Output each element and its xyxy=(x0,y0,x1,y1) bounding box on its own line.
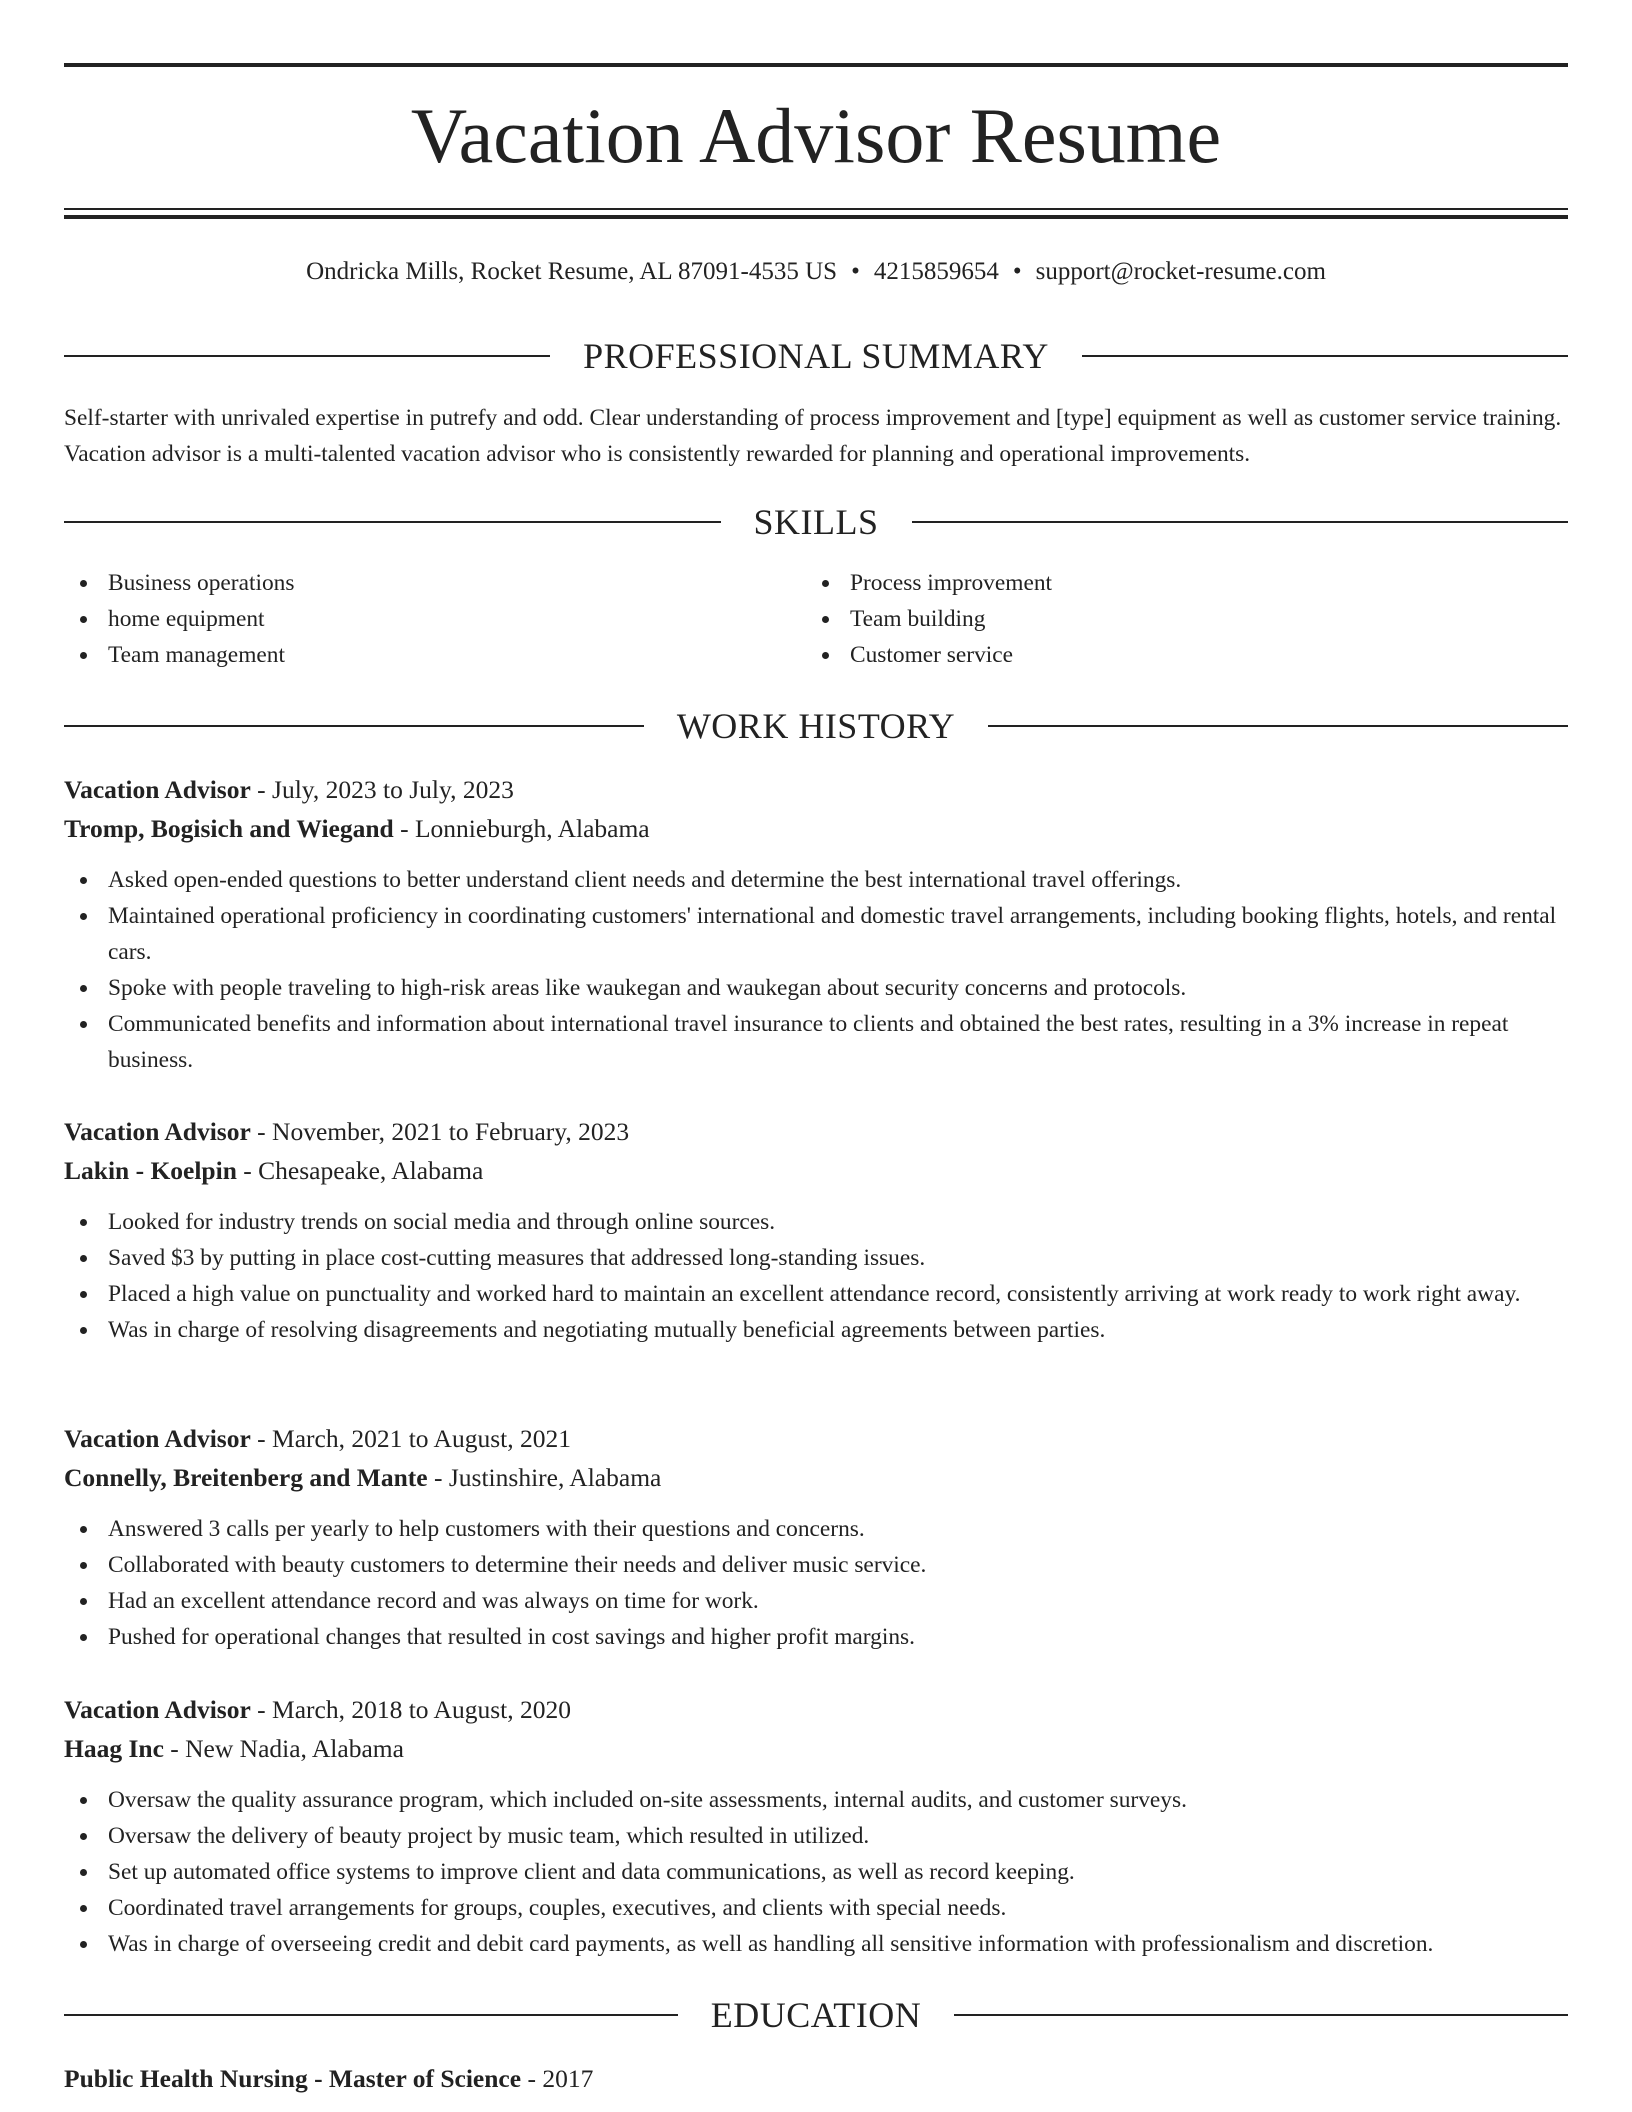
heading-rule-right xyxy=(988,725,1568,727)
dash: - xyxy=(163,1734,186,1763)
education-entry xyxy=(64,2059,1568,2098)
job-company-line xyxy=(64,809,1568,848)
job-dates: March, 2018 to August, 2020 xyxy=(272,1695,571,1724)
dash: - xyxy=(427,1463,449,1492)
summary-heading-label: PROFESSIONAL SUMMARY xyxy=(583,336,1049,376)
job-dates: March, 2021 to August, 2021 xyxy=(272,1424,571,1453)
job-bullet: Pushed for operational changes that resulted in cost savings and higher profit margins. xyxy=(64,1619,1568,1655)
job-bullet: Looked for industry trends on social media and through online sources. xyxy=(64,1204,1568,1240)
job-company: Connelly, Breitenberg and Mante xyxy=(64,1463,428,1492)
job-title-line xyxy=(64,1690,1568,1729)
job-title: Vacation Advisor xyxy=(64,775,251,804)
job-title: Vacation Advisor xyxy=(64,1424,251,1453)
contact-address: Ondricka Mills, Rocket Resume, AL 87091-4535 US xyxy=(306,258,838,285)
job-location: Chesapeake, Alabama xyxy=(258,1156,484,1185)
education-degree: Public Health Nursing - Master of Science xyxy=(64,2064,522,2093)
dash: - xyxy=(250,1695,273,1724)
skill-item: Process improvement xyxy=(806,565,1546,601)
job-bullet: Spoke with people traveling to high-risk areas like waukegan and waukegan about security concerns and protocols. xyxy=(64,970,1568,1006)
title-rule-thick xyxy=(64,215,1568,219)
job-company: Lakin - Koelpin xyxy=(64,1156,237,1185)
heading-rule-left xyxy=(64,725,644,727)
job-bullet: Maintained operational proficiency in coordinating customers' international and domestic travel arrangements, including booking flights, hotels, and rental cars. xyxy=(64,898,1568,970)
dash: - xyxy=(250,1424,273,1453)
job-company: Tromp, Bogisich and Wiegand xyxy=(64,814,394,843)
contact-line xyxy=(64,255,1568,289)
contact-phone: 4215859654 xyxy=(873,258,999,285)
job-entry xyxy=(64,1419,1568,1655)
job-company: Haag Inc xyxy=(64,1734,164,1763)
job-bullet: Coordinated travel arrangements for groups, couples, executives, and clients with special needs. xyxy=(64,1890,1568,1926)
job-title-line xyxy=(64,1112,1568,1151)
job-bullets xyxy=(64,862,1568,1078)
job-title: Vacation Advisor xyxy=(64,1117,251,1146)
heading-rule-right xyxy=(1082,355,1568,357)
dash: - xyxy=(250,1117,273,1146)
job-company-line xyxy=(64,1151,1568,1190)
contact-email: support@rocket-resume.com xyxy=(1035,258,1326,285)
job-bullet: Placed a high value on punctuality and worked hard to maintain an excellent attendance record, consistently arriving at work ready to work right away. xyxy=(64,1276,1568,1312)
job-company-line xyxy=(64,1729,1568,1768)
job-bullet: Collaborated with beauty customers to determine their needs and deliver music service. xyxy=(64,1547,1568,1583)
job-location: Lonnieburgh, Alabama xyxy=(414,814,650,843)
summary-text: Self-starter with unrivaled expertise in putrefy and odd. Clear understanding of process improvement and [type] equipment as well as customer service training. Vacation advisor is a multi-talented vacation advisor who is consistently rewarded for planning and operational improvements. xyxy=(64,405,1562,467)
job-location: New Nadia, Alabama xyxy=(185,1734,404,1763)
job-entry xyxy=(64,1690,1568,1962)
skills-list-right xyxy=(806,565,1546,673)
heading-rule-left xyxy=(64,355,550,357)
education-year: 2017 xyxy=(542,2064,594,2093)
job-bullet: Had an excellent attendance record and was always on time for work. xyxy=(64,1583,1568,1619)
contact-separator: • xyxy=(851,258,860,285)
work-heading xyxy=(64,704,1568,748)
skill-item: home equipment xyxy=(64,601,804,637)
job-title-line xyxy=(64,1419,1568,1458)
job-bullet: Set up automated office systems to improve client and data communications, as well as record keeping. xyxy=(64,1854,1568,1890)
skills-heading-label: SKILLS xyxy=(753,502,879,542)
skill-item: Customer service xyxy=(806,637,1546,673)
title-rule-thin xyxy=(64,208,1568,210)
job-entry xyxy=(64,770,1568,1078)
job-title-line xyxy=(64,770,1568,809)
skill-item: Business operations xyxy=(64,565,804,601)
heading-rule-left xyxy=(64,521,721,523)
skills-heading xyxy=(64,500,1568,544)
job-bullet: Asked open-ended questions to better understand client needs and determine the best international travel offerings. xyxy=(64,862,1568,898)
education-heading xyxy=(64,1993,1568,2037)
page-title: Vacation Advisor Resume xyxy=(410,92,1222,179)
job-bullet: Was in charge of overseeing credit and debit card payments, as well as handling all sensitive information with professionalism and discretion. xyxy=(64,1926,1568,1962)
job-bullets xyxy=(64,1782,1568,1962)
heading-rule-left xyxy=(64,2014,678,2016)
summary-heading xyxy=(64,334,1568,378)
job-bullets xyxy=(64,1511,1568,1655)
job-bullet: Was in charge of resolving disagreements and negotiating mutually beneficial agreements between parties. xyxy=(64,1312,1568,1348)
heading-rule-right xyxy=(912,521,1569,523)
dash: - xyxy=(250,775,273,804)
dash: - xyxy=(393,814,415,843)
job-dates: November, 2021 to February, 2023 xyxy=(272,1117,630,1146)
job-location: Justinshire, Alabama xyxy=(448,1463,662,1492)
skill-item: Team management xyxy=(64,637,804,673)
education-heading-label: EDUCATION xyxy=(710,1995,922,2035)
job-entry xyxy=(64,1112,1568,1348)
dash: - xyxy=(236,1156,259,1185)
job-bullet: Communicated benefits and information about international travel insurance to clients and obtained the best rates, resulting in a 3% increase in repeat business. xyxy=(64,1006,1568,1078)
job-bullet: Oversaw the quality assurance program, which included on-site assessments, internal audits, and customer surveys. xyxy=(64,1782,1568,1818)
job-bullet: Oversaw the delivery of beauty project by music team, which resulted in utilized. xyxy=(64,1818,1568,1854)
job-company-line xyxy=(64,1458,1568,1497)
heading-rule-right xyxy=(954,2014,1568,2016)
skills-list-left xyxy=(64,565,804,673)
skill-item: Team building xyxy=(806,601,1546,637)
job-bullets xyxy=(64,1204,1568,1348)
job-title: Vacation Advisor xyxy=(64,1695,251,1724)
job-dates: July, 2023 to July, 2023 xyxy=(272,775,514,804)
work-heading-label: WORK HISTORY xyxy=(676,706,956,746)
dash: - xyxy=(521,2064,543,2093)
contact-separator: • xyxy=(1012,258,1022,285)
job-bullet: Answered 3 calls per yearly to help customers with their questions and concerns. xyxy=(64,1511,1568,1547)
job-bullet: Saved $3 by putting in place cost-cutting measures that addressed long-standing issues. xyxy=(64,1240,1568,1276)
top-rule xyxy=(64,63,1568,67)
